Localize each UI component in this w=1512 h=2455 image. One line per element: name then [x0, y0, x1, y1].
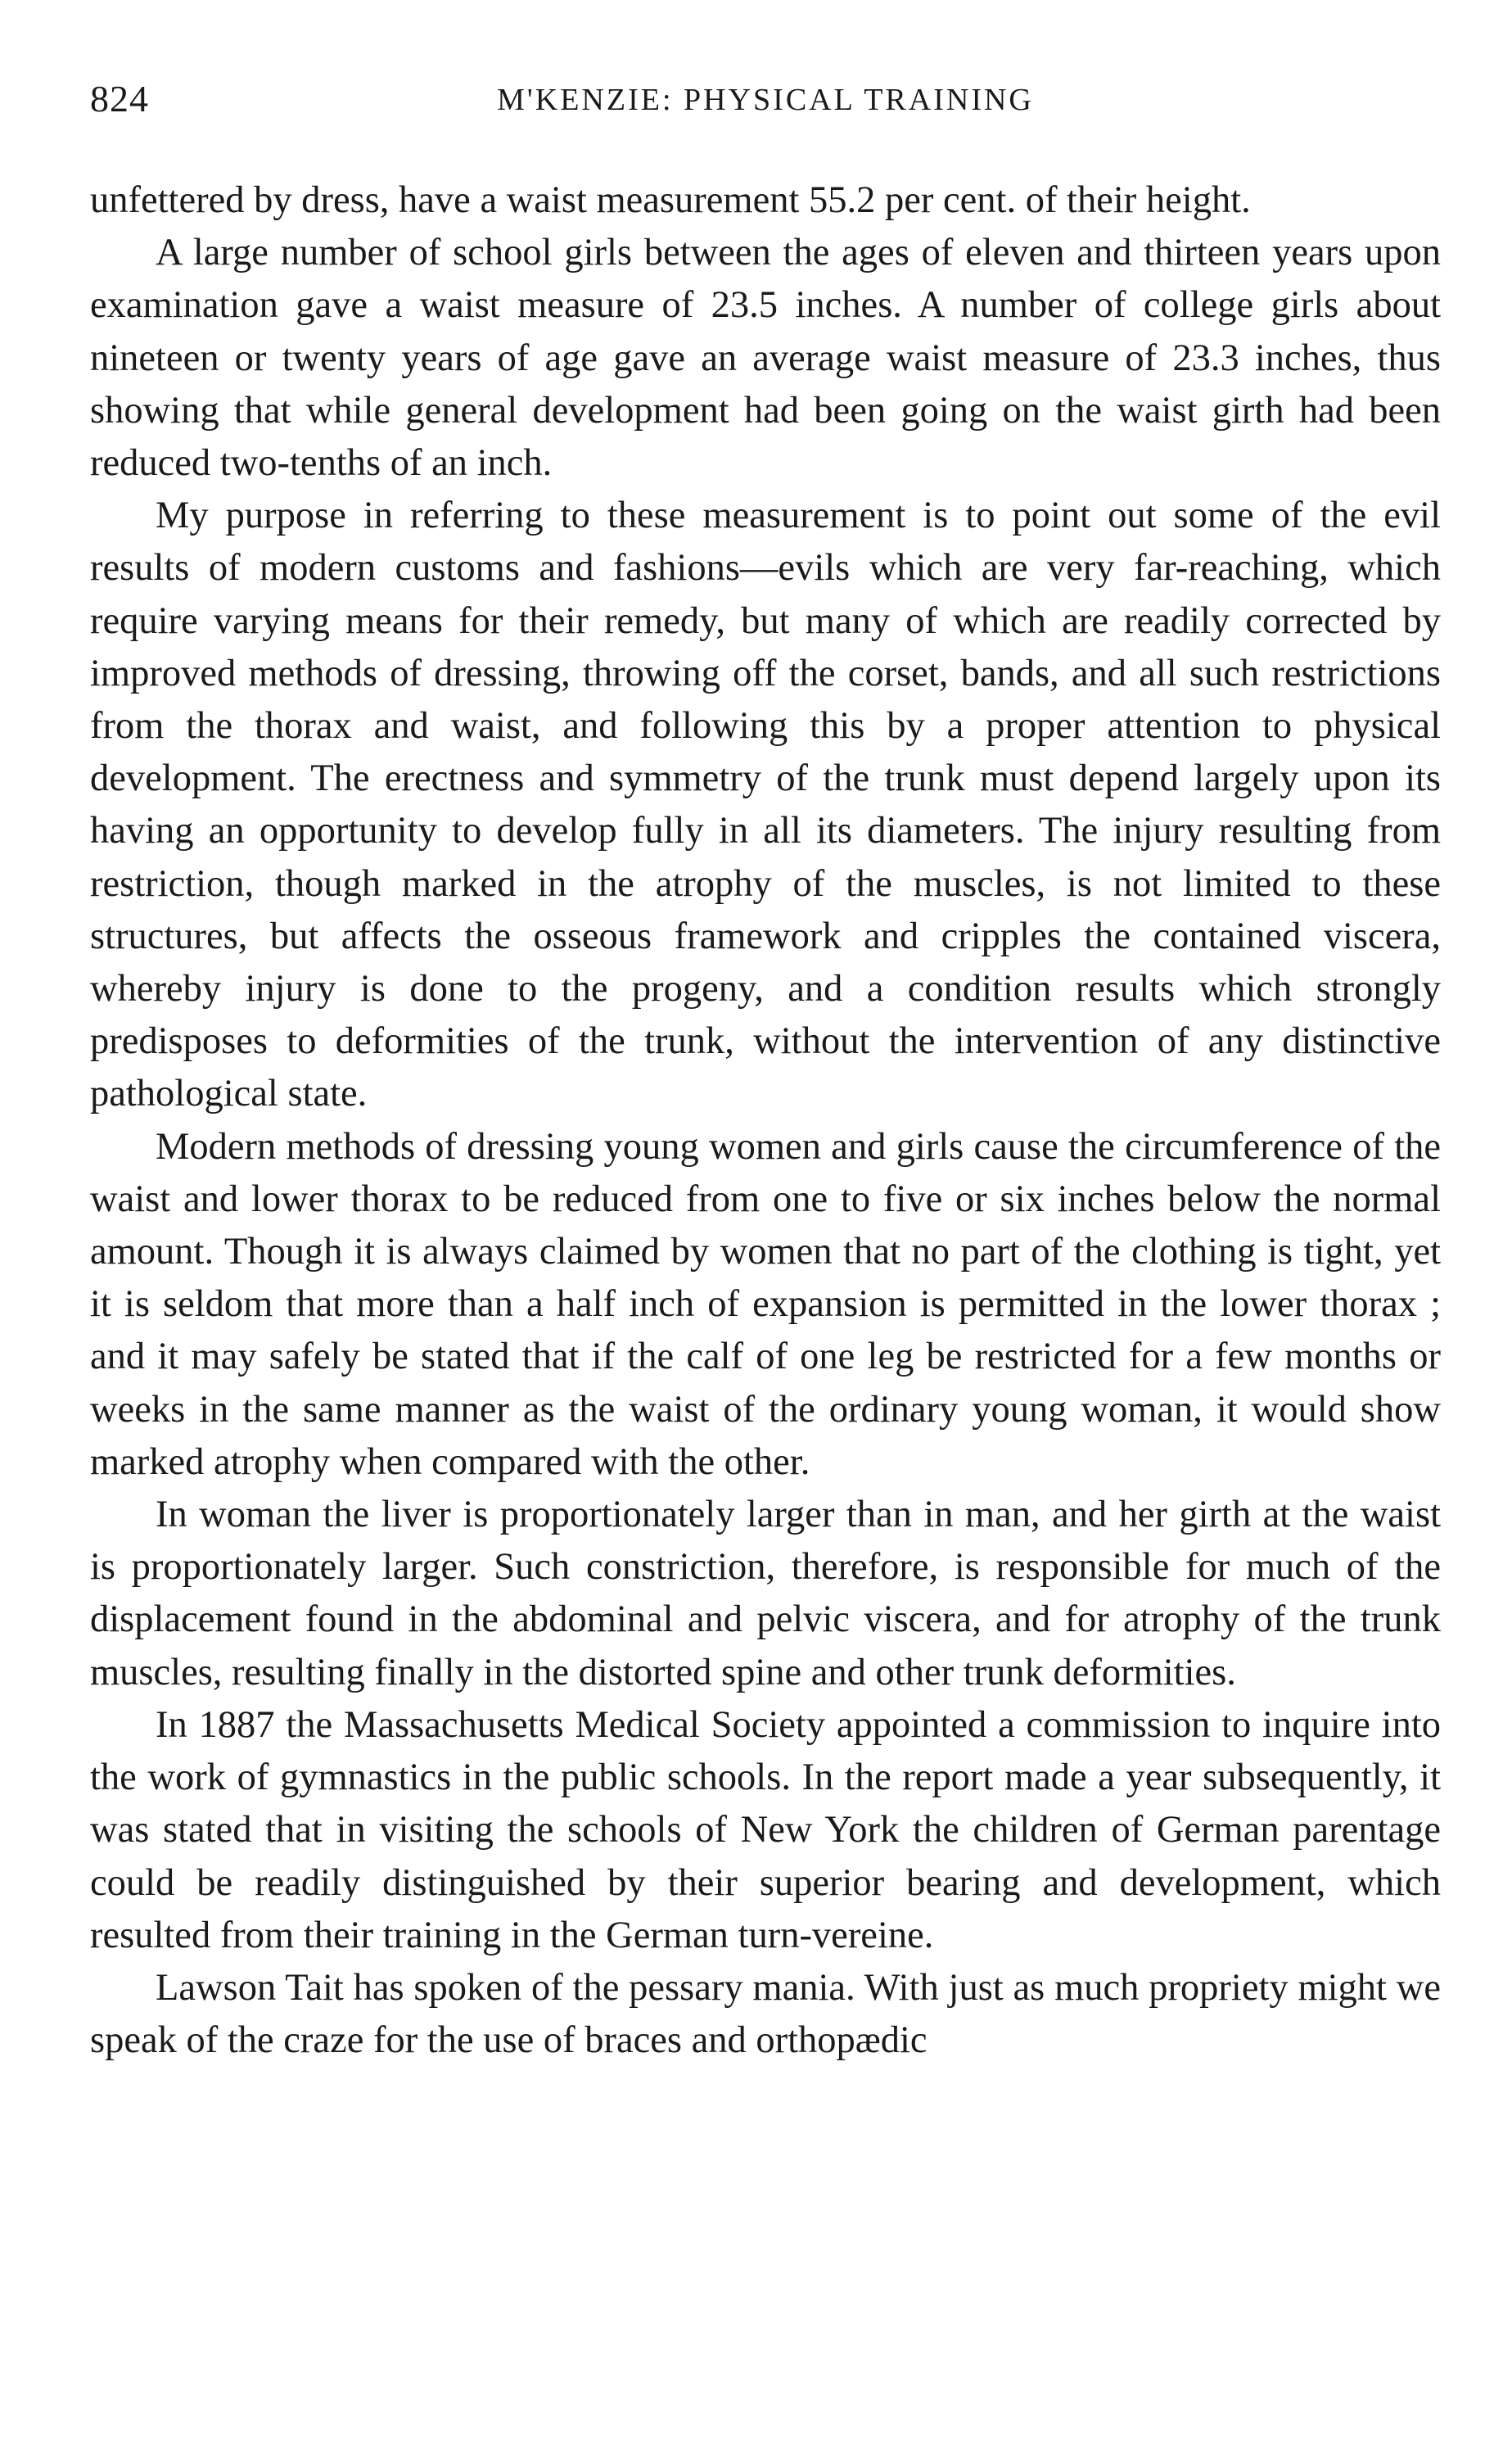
paragraph-modern-dressing: Modern methods of dressing young women and girls cause the circumference of the waist and lower thorax to be reduced from one to five or six inches below the normal amount. Though it is always claimed by women that no part of the clothing is tight, yet it is seldom that more than a half inch of expansion is permitted in the lower thorax ; and it may safely be stated that if the calf of one leg be restricted for a few months or weeks in the same manner as the waist of the ordinary young woman, it would show marked atrophy when compared with the other.: [90, 1125, 1441, 1483]
paragraph-purpose: My purpose in referring to these measurement is to point out some of the evil results of modern customs and fashions—evils which are very far-reaching, which require varying means for their remedy, but many of which are readily corrected by improved methods of dressing, throwing off the corset, bands, and all such restrictions from the thorax and waist, and following this by a proper attention to physical development. The erectness and symmetry of the trunk must depend largely upon its having an opportunity to develop fully in all its diameters. The injury resulting from restriction, though marked in the atrophy of the muscles, is not limited to these structures, but affects the osseous framework and cripples the contained viscera, whereby injury is done to the progeny, and a condition results which strongly predisposes to deformities of the trunk, without the intervention of any distinctive pathological state.: [90, 495, 1441, 1115]
body-text: [90, 174, 1441, 2067]
running-head: M'KENZIE: PHYSICAL TRAINING: [497, 83, 1034, 117]
paragraph-school-girls-measurements: A large number of school girls between the ages of eleven and thirteen years upon examination gave a waist measure of 23.5 inches. A number of college girls about nineteen or twenty years of age gave an average waist measure of 23.3 inches, thus showing that while general development had been going on the waist girth had been reduced two-tenths of an inch.: [90, 232, 1441, 485]
paragraph-massachusetts-commission: In 1887 the Massachusetts Medical Society appointed a commission to inquire into the work of gymnastics in the public schools. In the report made a year subsequently, it was stated that in visiting the schools of New York the children of German parentage could be readily distinguished by their superior bearing and development, which resulted from their training in the German turn-vereine.: [90, 1703, 1441, 1956]
paragraph-liver-girth: In woman the liver is proportionately larger than in man, and her girth at the waist is proportionately larger. Such constriction, therefore, is responsible for much of the displacement found in the abdominal and pelvic viscera, and for atrophy of the trunk muscles, resulting finally in the distorted spine and other trunk deformities.: [90, 1494, 1441, 1693]
page-header: [90, 77, 1441, 134]
paragraph-lawson-tait: Lawson Tait has spoken of the pessary mania. With just as much propriety might we speak of the craze for the use of braces and orthopædic: [90, 1966, 1441, 2062]
paragraph-continuation: unfettered by dress, have a waist measurement 55.2 per cent. of their height.: [90, 179, 1251, 221]
page-number: 824: [90, 78, 149, 120]
